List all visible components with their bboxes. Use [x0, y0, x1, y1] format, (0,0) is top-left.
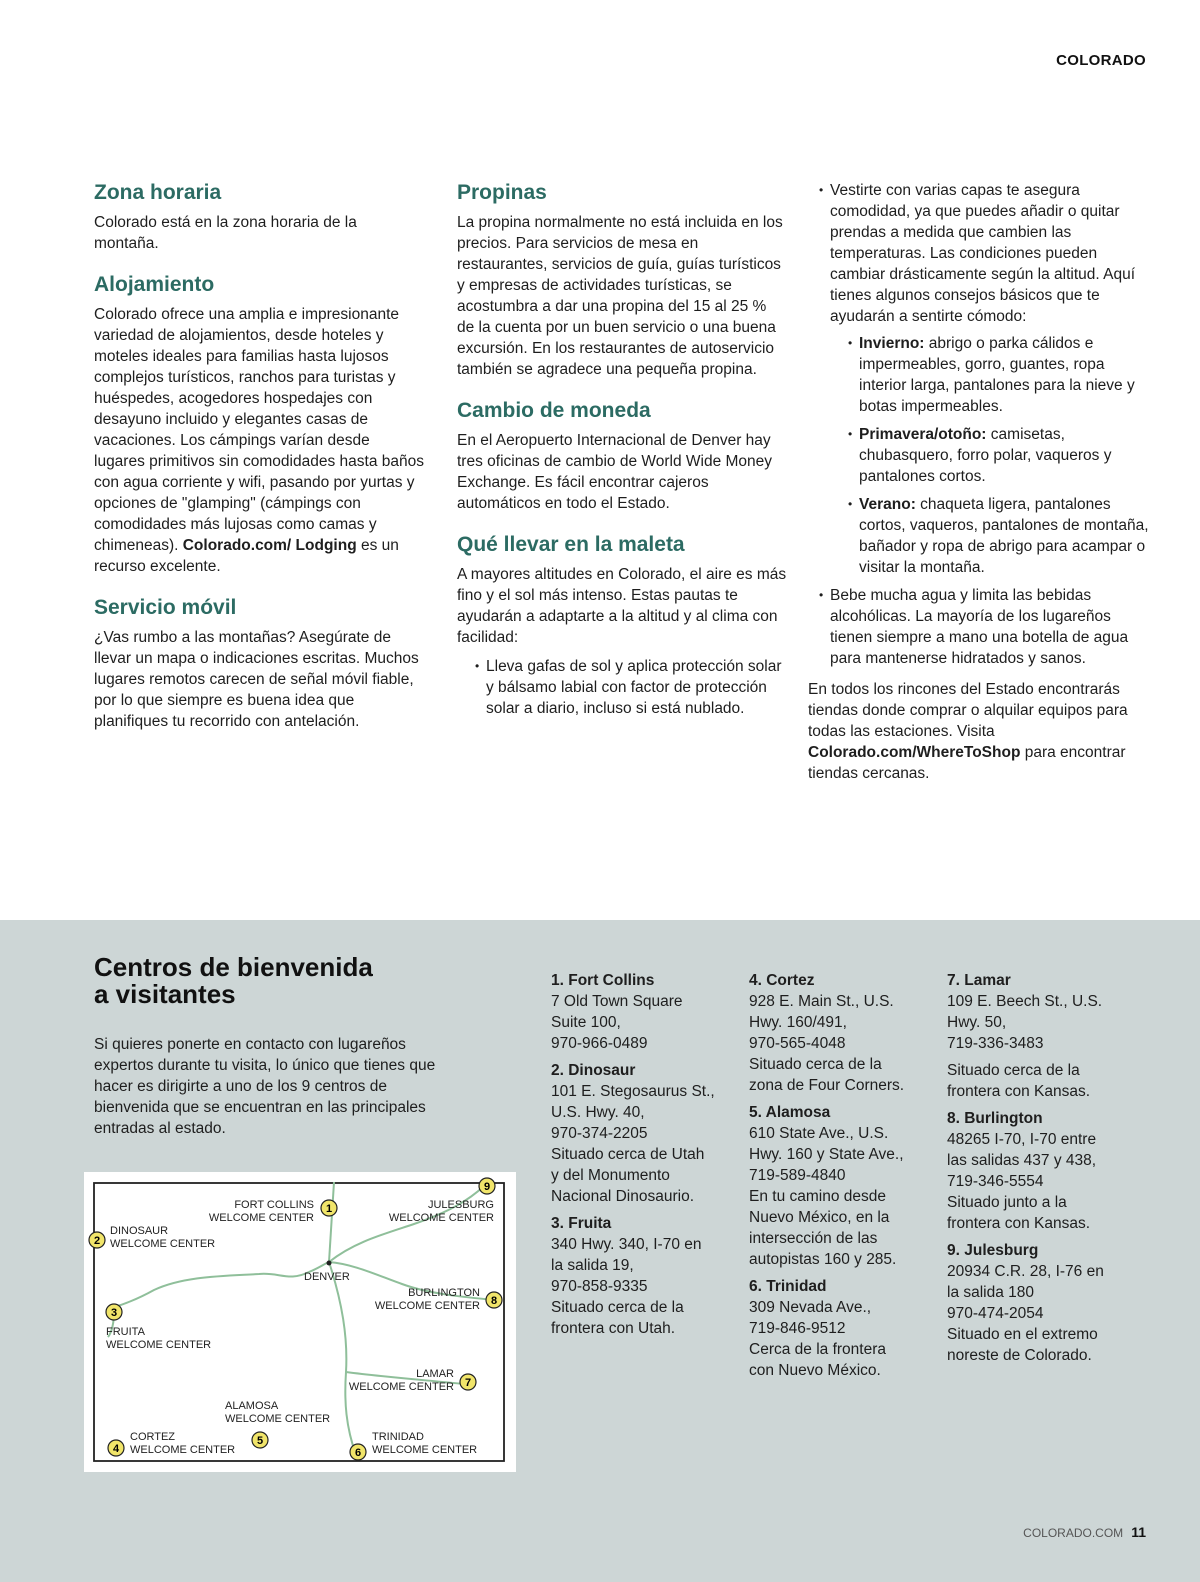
welcome-center-line: Cerca de la frontera: [749, 1341, 886, 1358]
heading-servicio-movil: Servicio móvil: [94, 596, 237, 619]
marker-6-label: 6: [354, 1447, 362, 1459]
page-footer: [1023, 1524, 1146, 1540]
welcome-center-entry: [947, 1108, 1137, 1234]
label-trinidad: TRINIDAD: [372, 1431, 424, 1443]
welcome-title: [94, 954, 474, 1008]
layers-text: Vestirte con varias capas te asegura comodidad, ya que puedes añadir o quitar prendas a medida que cambien las temperaturas. Las condiciones pueden cambiar drásticamente según la altitud. Aquí tienes algunos consejos básicos que te ayudarán a sentirte cómodo:: [830, 182, 1136, 325]
marker-6[interactable]: [350, 1444, 366, 1460]
heading-cambio-moneda: Cambio de moneda: [457, 399, 651, 422]
spring-text: camisetas, chubasquero, forro polar, vaqueros y pantalones cortos.: [859, 426, 1112, 485]
label-trinidad-sub: WELCOME CENTER: [372, 1444, 478, 1456]
winter-text: abrigo o parka cálidos e impermeables, gorro, guantes, ropa interior larga, pantalones para la nieve y botas impermeables.: [859, 335, 1135, 415]
welcome-center-name: 4. Cortez: [749, 972, 815, 989]
marker-4[interactable]: [108, 1440, 124, 1456]
season-list: [848, 333, 1149, 578]
welcome-center-name: 1. Fort Collins: [551, 972, 655, 989]
welcome-center-name: 5. Alamosa: [749, 1104, 831, 1121]
summer-text: chaqueta ligera, pantalones cortos, vaqueros, pantalones de montaña, bañador y ropa de abrigo para acampar o visitar la montaña.: [859, 496, 1149, 576]
centers-column-2: [749, 970, 939, 1387]
welcome-center-line: frontera con Kansas.: [947, 1215, 1091, 1232]
page-number: 11: [1131, 1524, 1146, 1540]
column-middle: [457, 180, 787, 729]
shop-text: En todos los rincones del Estado encontrarás tiendas donde comprar o alquilar equipos para todas las estaciones. Visita: [808, 681, 1128, 740]
label-dinosaur: DINOSAUR: [110, 1225, 169, 1237]
welcome-center-line: 719-589-4840: [749, 1167, 846, 1184]
centers-column-3: [947, 970, 1137, 1372]
welcome-center-line: Hwy. 160/491,: [749, 1014, 847, 1031]
marker-8[interactable]: [486, 1292, 502, 1308]
welcome-center-line: Nacional Dinosaurio.: [551, 1188, 695, 1205]
footer-site: COLORADO.COM: [1023, 1526, 1124, 1540]
text-cambio-moneda: En el Aeropuerto Internacional de Denver hay tres oficinas de cambio de World Wide Money Exchange. Es fácil encontrar cajeros automáticos en todo el Estado.: [457, 432, 773, 512]
welcome-center-line: noreste de Colorado.: [947, 1347, 1092, 1364]
welcome-centers-section: [0, 920, 1200, 1582]
marker-7[interactable]: [460, 1374, 476, 1390]
welcome-center-line: 928 E. Main St., U.S.: [749, 993, 894, 1010]
welcome-center-line: 340 Hwy. 340, I-70 en: [551, 1236, 702, 1253]
label-lamar-sub: WELCOME CENTER: [348, 1381, 454, 1393]
welcome-center-line: 48265 I-70, I-70 entre: [947, 1131, 1097, 1148]
welcome-center-line: con Nuevo México.: [749, 1362, 881, 1379]
welcome-center-line: Suite 100,: [551, 1014, 621, 1031]
heading-maleta: Qué llevar en la maleta: [457, 533, 685, 556]
welcome-center-line: 719-346-5554: [947, 1173, 1044, 1190]
welcome-center-line: la salida 19,: [551, 1257, 634, 1274]
welcome-center-line: U.S. Hwy. 40,: [551, 1104, 645, 1121]
marker-3-label: 3: [110, 1307, 118, 1319]
centers-column-1: [551, 970, 741, 1345]
marker-1-label: 1: [325, 1203, 333, 1215]
welcome-center-line: 20934 C.R. 28, I-76 en: [947, 1263, 1104, 1280]
section-label: COLORADO: [1056, 52, 1146, 69]
label-lamar: LAMAR: [416, 1368, 454, 1380]
welcome-center-entry: [551, 1060, 741, 1207]
winter-label: Invierno:: [859, 335, 925, 352]
label-fruita-sub: WELCOME CENTER: [106, 1339, 212, 1351]
shop-end: para encontrar tiendas cercanas.: [808, 744, 1126, 782]
marker-9[interactable]: [479, 1178, 495, 1194]
welcome-center-line: autopistas 160 y 285.: [749, 1251, 897, 1268]
spring-label: Primavera/otoño:: [859, 426, 987, 443]
map-svg: [84, 1172, 516, 1472]
welcome-center-line: Nuevo México, en la: [749, 1209, 890, 1226]
list-item: [848, 333, 1149, 417]
marker-2-label: 2: [93, 1235, 101, 1247]
welcome-center-line: 970-474-2054: [947, 1305, 1044, 1322]
marker-4-label: 4: [112, 1443, 120, 1455]
welcome-center-name: 6. Trinidad: [749, 1278, 827, 1295]
shop-link[interactable]: Colorado.com/WhereToShop: [808, 744, 1021, 761]
welcome-center-line: Situado junto a la: [947, 1194, 1067, 1211]
marker-7-label: 7: [464, 1377, 472, 1389]
label-cortez-sub: WELCOME CENTER: [130, 1444, 236, 1456]
label-julesburg-sub: WELCOME CENTER: [388, 1212, 494, 1224]
list-item: • Bebe mucha agua y limita las bebidas alcohólicas. La mayoría de los lugareños tienen siempre a mano una botella de agua para mantenerse hidratados y sanos.: [819, 585, 1149, 669]
text-servicio-movil: ¿Vas rumbo a las montañas? Asegúrate de llevar un mapa o indicaciones escritas. Muchos lugares remotos carecen de señal móvil fiable, por lo que siempre es buena idea que planifiques tu recorrido con antelación.: [94, 629, 419, 730]
text-alojamiento-end: es un recurso excelente.: [94, 537, 399, 575]
marker-3[interactable]: [106, 1304, 122, 1320]
welcome-center-note: Situado cerca de la frontera con Kansas.: [947, 1062, 1091, 1100]
packing-list: [819, 180, 1149, 669]
welcome-center-entry: [551, 1213, 741, 1339]
welcome-title-line1: Centros de bienvenida: [94, 952, 373, 982]
marker-2[interactable]: [89, 1232, 105, 1248]
welcome-center-entry: [749, 1102, 939, 1270]
text-maleta: A mayores altitudes en Colorado, el aire es más fino y el sol más intenso. Estas pautas te ayudarán a adaptarte a la altitud y al clima con facilidad:: [457, 566, 787, 646]
label-dinosaur-sub: WELCOME CENTER: [110, 1238, 216, 1250]
welcome-center-line: Hwy. 160 y State Ave.,: [749, 1146, 904, 1163]
heading-zona-horaria: Zona horaria: [94, 181, 222, 204]
welcome-center-line: 970-858-9335: [551, 1278, 648, 1295]
welcome-center-name: 9. Julesburg: [947, 1242, 1039, 1259]
welcome-center-line: 101 E. Stegosaurus St.,: [551, 1083, 715, 1100]
welcome-center-entry: [947, 1240, 1137, 1366]
marker-8-label: 8: [490, 1295, 498, 1307]
welcome-center-line: Hwy. 50,: [947, 1014, 1007, 1031]
label-denver: DENVER: [304, 1271, 350, 1283]
label-fruita: FRUITA: [106, 1326, 145, 1338]
marker-1[interactable]: [321, 1200, 337, 1216]
welcome-center-line: 970-966-0489: [551, 1035, 648, 1052]
welcome-center-name: 2. Dinosaur: [551, 1062, 636, 1079]
welcome-title-line2: a visitantes: [94, 979, 236, 1009]
welcome-centers-map: [84, 1172, 516, 1472]
welcome-center-line: 109 E. Beech St., U.S.: [947, 993, 1103, 1010]
maleta-list: [457, 656, 787, 719]
welcome-intro: Si quieres ponerte en contacto con lugareños expertos durante tu visita, lo único que tienes que hacer es dirigirte a uno de los 9 centros de bienvenida que se encuentran en las principales entradas al estado.: [94, 1036, 436, 1137]
welcome-center-line: 719-846-9512: [749, 1320, 846, 1337]
summer-label: Verano:: [859, 496, 916, 513]
heading-propinas: Propinas: [457, 181, 547, 204]
welcome-center-line: Situado cerca de Utah: [551, 1146, 705, 1163]
label-cortez: CORTEZ: [130, 1431, 176, 1443]
welcome-center-entry: [749, 970, 939, 1096]
welcome-center-name: 7. Lamar: [947, 972, 1011, 989]
label-julesburg: JULESBURG: [427, 1199, 494, 1211]
welcome-center-line: Situado cerca de la: [749, 1056, 882, 1073]
welcome-center-line: la salida 180: [947, 1284, 1035, 1301]
welcome-center-line: Situado en el extremo: [947, 1326, 1098, 1343]
label-fort-collins-sub: WELCOME CENTER: [208, 1212, 314, 1224]
welcome-center-line: frontera con Utah.: [551, 1320, 676, 1337]
column-right: [808, 180, 1149, 802]
welcome-center-line: 309 Nevada Ave.,: [749, 1299, 872, 1316]
text-propinas: La propina normalmente no está incluida en los precios. Para servicios de mesa en restaurantes, servicios de guía, guías turísticos y empresas de actividades turísticas, se acostumbra a dar una propina del 15 al 25 % de la cuenta por un buen servicio o una buena excursión. En los restaurantes de autoservicio también se agradece una pequeña propina.: [457, 214, 783, 378]
welcome-center-line: 970-565-4048: [749, 1035, 846, 1052]
denver-dot-icon: [327, 1261, 332, 1266]
welcome-center-name: 8. Burlington: [947, 1110, 1043, 1127]
welcome-center-line: 610 State Ave., U.S.: [749, 1125, 889, 1142]
marker-5-label: 5: [256, 1435, 264, 1447]
welcome-center-line: intersección de las: [749, 1230, 878, 1247]
list-item: [848, 424, 1149, 487]
marker-9-label: 9: [483, 1181, 491, 1193]
label-fort-collins: FORT COLLINS: [234, 1199, 314, 1211]
marker-5[interactable]: [252, 1432, 268, 1448]
label-burlington: BURLINGTON: [408, 1287, 480, 1299]
welcome-center-line: 970-374-2205: [551, 1125, 648, 1142]
welcome-center-line: y del Monumento: [551, 1167, 670, 1184]
welcome-center-line: En tu camino desde: [749, 1188, 887, 1205]
welcome-center-entry: [947, 970, 1137, 1102]
welcome-center-name: 3. Fruita: [551, 1215, 612, 1232]
lodging-link[interactable]: Colorado.com/ Lodging: [182, 537, 357, 554]
welcome-center-line: 719-336-3483: [947, 1035, 1044, 1052]
column-left: [94, 180, 424, 750]
list-item: [848, 494, 1149, 578]
text-alojamiento: [94, 304, 424, 577]
label-burlington-sub: WELCOME CENTER: [374, 1300, 480, 1312]
text-zona-horaria: Colorado está en la zona horaria de la montaña.: [94, 214, 357, 252]
welcome-center-line: zona de Four Corners.: [749, 1077, 905, 1094]
label-alamosa-sub: WELCOME CENTER: [225, 1413, 331, 1425]
welcome-center-entry: [749, 1276, 939, 1381]
list-item: [819, 180, 1149, 578]
welcome-center-entry: [551, 970, 741, 1054]
list-item: • Lleva gafas de sol y aplica protección solar y bálsamo labial con factor de protección solar a diario, incluso si está nublado.: [475, 656, 787, 719]
text-alojamiento-body: Colorado ofrece una amplia e impresionante variedad de alojamientos, desde hoteles y moteles ideales para familias hasta lujosos complejos turísticos, ranchos para turistas y huéspedes, acogedores hospedajes con desayuno incluido y elegantes casas de vacaciones. Los cámpings varían desde lugares primitivos sin comodidades hasta baños con agua corriente y wifi, pasando por yurtas y opciones de "glamping" (cámpings con comodidades más lujosas como camas y chimeneas).: [94, 306, 424, 554]
label-alamosa: ALAMOSA: [225, 1400, 279, 1412]
welcome-center-line: 7 Old Town Square: [551, 993, 683, 1010]
heading-alojamiento: Alojamiento: [94, 273, 215, 296]
welcome-center-line: Situado cerca de la: [551, 1299, 684, 1316]
text-shop: [808, 679, 1149, 784]
welcome-center-line: las salidas 437 y 438,: [947, 1152, 1097, 1169]
